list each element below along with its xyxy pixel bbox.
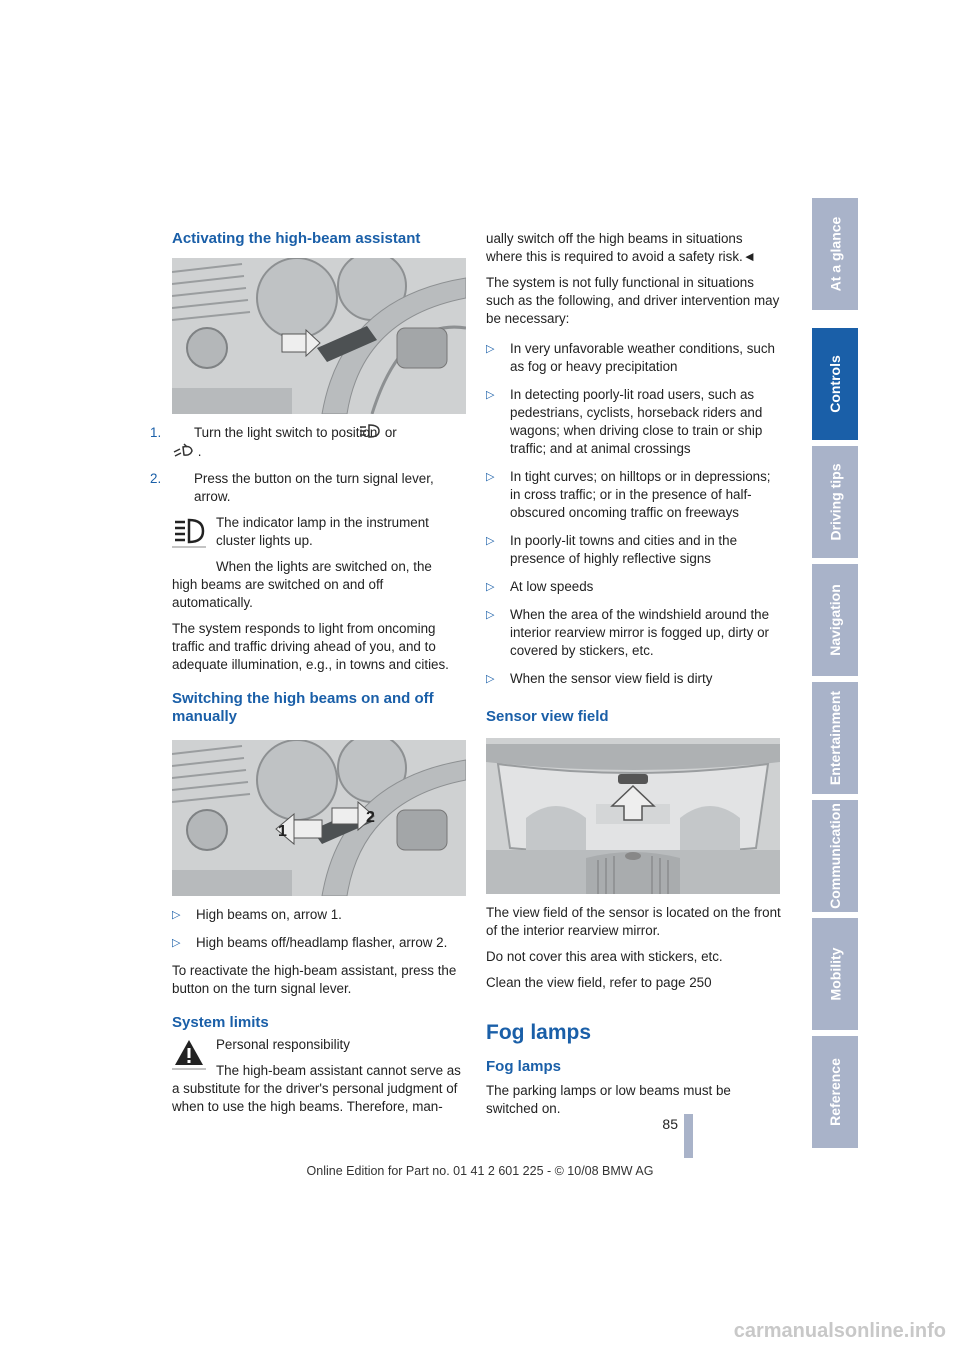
warning-text-a: The high-beam assistant cannot serve as bbox=[216, 1063, 461, 1078]
right-column bbox=[486, 230, 782, 1126]
bullet-text: High beams on, arrow 1. bbox=[196, 907, 342, 922]
auto-switch-paragraph: high beams are switched on and off automatically. bbox=[172, 577, 384, 610]
indicator-note-text-b: When the lights are switched on, the bbox=[216, 559, 432, 574]
footer-edition-text: Online Edition for Part no. 01 41 2 601 225 - © 10/08 BMW AG bbox=[306, 1164, 654, 1178]
tab-reference[interactable] bbox=[812, 1036, 858, 1148]
tab-label: Entertainment bbox=[827, 690, 843, 786]
watermark-text: carmanualsonline.info bbox=[733, 1320, 946, 1342]
step-1-or: or bbox=[384, 425, 397, 441]
tab-label: Reference bbox=[827, 1058, 844, 1126]
bullet-text: In very unfavorable weather conditions, such as fog or heavy precipitation bbox=[510, 341, 775, 374]
list-item bbox=[486, 340, 782, 376]
heading-fog-lamps: Fog lamps bbox=[486, 1058, 562, 1075]
tab-navigation[interactable] bbox=[812, 564, 858, 676]
bullet-triangle-icon: ▷ bbox=[486, 471, 495, 483]
bullet-text: When the area of the windshield around the interior rearview mirror is fogged up, dirty or covered by stickers, etc. bbox=[510, 607, 770, 658]
bullet-text: When the sensor view field is dirty bbox=[510, 671, 713, 686]
chapter-title-fog-lamps: Fog lamps bbox=[486, 1021, 592, 1044]
list-item bbox=[172, 906, 466, 924]
bullet-triangle-icon: ▷ bbox=[486, 343, 495, 355]
bullet-triangle-icon: ▷ bbox=[486, 581, 495, 593]
tab-label: At a glance bbox=[827, 216, 844, 292]
figure-sensor-windshield bbox=[486, 738, 780, 894]
steering-column-illustration bbox=[172, 258, 466, 414]
warning-title: Personal responsibility bbox=[216, 1037, 350, 1052]
tab-controls[interactable] bbox=[812, 328, 858, 440]
fog-lamps-paragraph: The parking lamps or low beams must be switched on. bbox=[486, 1083, 731, 1116]
bullet-text: At low speeds bbox=[510, 579, 594, 594]
warning-triangle-icon bbox=[172, 1036, 206, 1070]
bullet-triangle-icon: ▷ bbox=[486, 609, 495, 621]
heading-sensor-view-field: Sensor view field bbox=[486, 708, 609, 725]
heading-system-limits: System limits bbox=[172, 1014, 269, 1031]
list-item bbox=[486, 670, 782, 688]
list-item bbox=[486, 606, 782, 660]
reactivate-paragraph: To reactivate the high-beam assistant, press the button on the turn signal lever. bbox=[172, 963, 457, 996]
list-item bbox=[486, 532, 782, 568]
sensor-location-paragraph: The view field of the sensor is located on the front of the interior rearview mirror. bbox=[486, 905, 781, 938]
bullet-text: In poorly-lit towns and cities and in the presence of highly reflective signs bbox=[510, 533, 738, 566]
arrow-1-label: 1 bbox=[278, 823, 287, 840]
continued-paragraph: ually switch off the high beams in situations where this is required to avoid a safety risk.◄ bbox=[486, 231, 757, 264]
tab-communication[interactable] bbox=[812, 800, 858, 912]
tab-driving-tips[interactable] bbox=[812, 446, 858, 558]
bullet-text: High beams off/headlamp flasher, arrow 2. bbox=[196, 935, 448, 950]
page-number: 85 bbox=[662, 1116, 678, 1132]
step-number: 2. bbox=[150, 471, 162, 486]
step-2 bbox=[150, 470, 466, 506]
left-column bbox=[150, 230, 466, 1124]
list-item bbox=[486, 578, 782, 596]
no-stickers-paragraph: Do not cover this area with stickers, etc. bbox=[486, 949, 723, 964]
heading-switching-manually: Switching the high beams on and off manually bbox=[172, 690, 434, 725]
warning-note bbox=[172, 1036, 466, 1080]
not-functional-paragraph: The system is not fully functional in situations such as the following, and driver intervention may be necessary: bbox=[486, 275, 780, 326]
page-number-bar bbox=[684, 1114, 693, 1158]
bullet-text: In tight curves; on hilltops or in depressions; in cross traffic; or in the presence of half-obscured oncoming traffic on freeways bbox=[510, 469, 771, 520]
windshield-sensor-illustration bbox=[486, 738, 780, 894]
bullet-triangle-icon: ▷ bbox=[172, 937, 181, 949]
bullet-text: In detecting poorly-lit road users, such as pedestrians, cyclists, horseback riders and wagons; when driving close to train or ship traffic; and at animal crossings bbox=[510, 387, 763, 456]
step-1-end: . bbox=[197, 444, 202, 460]
list-item bbox=[486, 468, 782, 522]
tab-label: Communication bbox=[827, 803, 843, 909]
figure-turn-signal-lever-button bbox=[172, 258, 466, 414]
list-item bbox=[172, 934, 466, 952]
step-1 bbox=[150, 424, 466, 462]
clean-view-field-paragraph: Clean the view field, refer to page 250 bbox=[486, 975, 712, 990]
bullet-triangle-icon: ▷ bbox=[486, 535, 495, 547]
bullet-triangle-icon: ▷ bbox=[172, 909, 181, 921]
high-beam-indicator-icon bbox=[172, 514, 206, 548]
bullet-triangle-icon: ▷ bbox=[486, 673, 495, 685]
list-item bbox=[486, 386, 782, 458]
tab-entertainment[interactable] bbox=[812, 682, 858, 794]
figure-lever-arrows bbox=[172, 740, 466, 896]
indicator-note bbox=[172, 514, 466, 576]
step-1-text: Turn the light switch to position bbox=[194, 425, 378, 441]
tab-mobility[interactable] bbox=[812, 918, 858, 1030]
lever-arrows-illustration bbox=[172, 740, 466, 896]
indicator-note-text-a: The indicator lamp in the instrument cluster lights up. bbox=[216, 515, 429, 548]
step-2-text: Press the button on the turn signal lever, arrow. bbox=[194, 471, 434, 504]
tab-label: Driving tips bbox=[827, 463, 844, 541]
tab-at-a-glance[interactable] bbox=[812, 198, 858, 310]
tab-label: Navigation bbox=[827, 584, 844, 656]
system-responds-paragraph: The system responds to light from oncoming traffic and traffic driving ahead of you, and to adequate illumination, e.g., in towns and cities. bbox=[172, 621, 449, 672]
warning-text-b: a substitute for the driver's personal judgment of when to use the high beams. Therefore, man- bbox=[172, 1081, 458, 1114]
step-number: 1. bbox=[150, 425, 162, 441]
heading-activating-high-beam: Activating the high-beam assistant bbox=[172, 230, 421, 247]
bullet-triangle-icon: ▷ bbox=[486, 389, 495, 401]
tab-label: Mobility bbox=[827, 947, 844, 1001]
tab-label: Controls bbox=[827, 355, 843, 413]
arrow-2-label: 2 bbox=[366, 809, 375, 826]
